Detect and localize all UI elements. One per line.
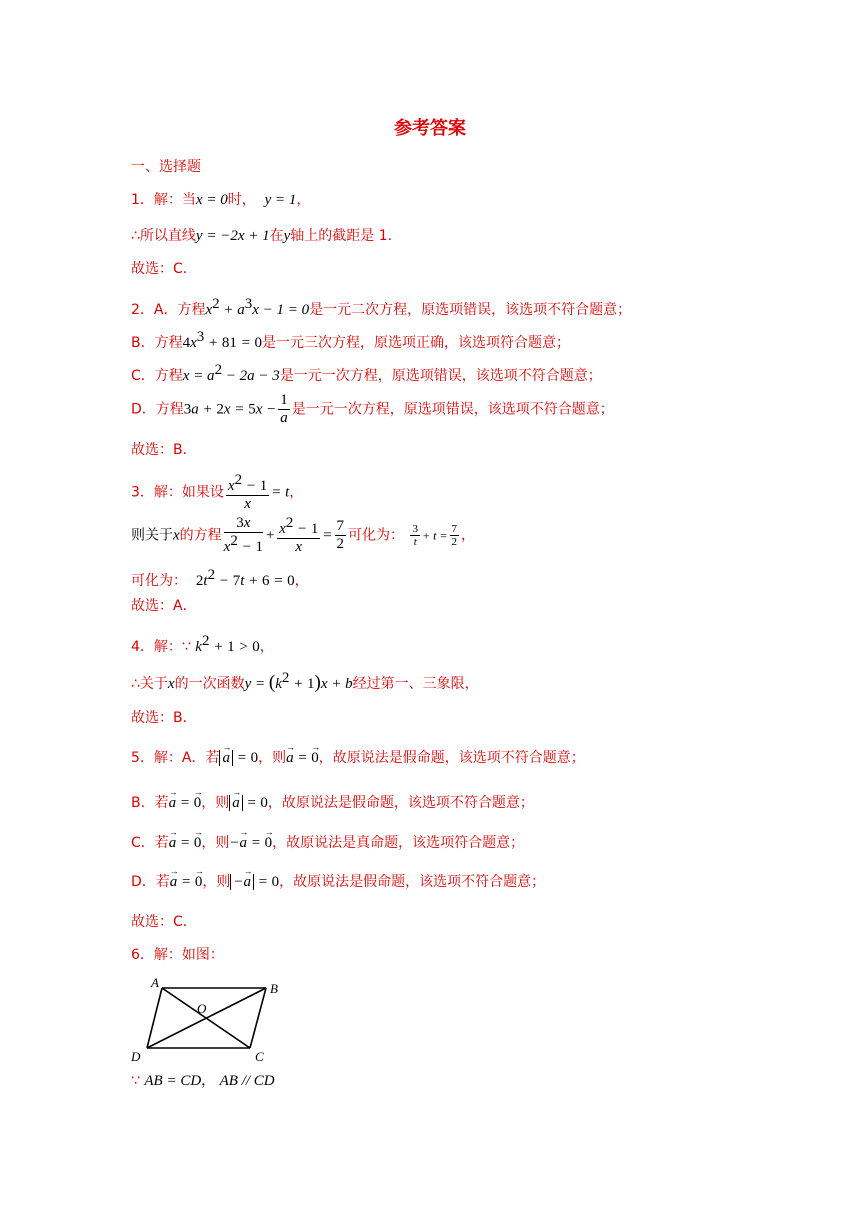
q3-line3: 可化为： $2t^2 - 7t + 6 = 0$，	[131, 567, 309, 589]
label-o: O	[197, 1001, 207, 1016]
q1-line1: 1．解：当x = 0时， y = 1，	[131, 192, 311, 208]
label-d: D	[131, 1049, 141, 1064]
q2-answer: 故选：B．	[131, 442, 197, 458]
section-heading: 一、选择题	[131, 159, 201, 175]
q6-line2: ∵ AB = CD， AB // CD	[131, 1073, 275, 1089]
q2-option-c: C．方程$x = a^2 - 2a - 3$是一元一次方程，原选项错误，该选项不符合题意；	[131, 362, 602, 384]
q2-option-d: D．方程3a + 2x = 5x − $\frac{1}{a}$ 是一元一次方程，原选项错误，该选项不符合题意；	[131, 392, 614, 426]
q1-line2: ∴所以直线y = −2x + 1在y轴上的截距是 1.	[131, 228, 393, 244]
q4-line2: ∴关于x的一次函数$y = (k^2 + 1)x + b$经过第一、三象限，	[131, 670, 479, 693]
diagonal-bd	[147, 988, 266, 1048]
label-b: B	[270, 981, 278, 996]
q5-option-a: 5．解：A．若→ a = 0，则→ a = → 0，故原说法是假命题，该选项不符合题意；	[131, 748, 585, 768]
label-a: A	[151, 975, 159, 990]
q6-line1: 6．解：如图：	[131, 947, 224, 963]
q4-line1: 4．解：∵ $k^2 + 1 > 0$，	[131, 633, 274, 655]
q3-line1: 3．解：如果设 $\frac{x^2 - 1}{x}$ = t，	[131, 472, 304, 512]
q2-option-a: 2．A．方程$x^2 + a^3x - 1 = 0$是一元二次方程，原选项错误，该选项不符合题意；	[131, 296, 632, 318]
label-c: C	[255, 1049, 264, 1064]
side-da	[147, 988, 162, 1048]
q5-option-b: B．若→ a = → 0，则→ a = 0，故原说法是假命题，该选项不符合题意；	[131, 793, 534, 813]
q2-option-b: B．方程$4x^3 + 81 = 0$是一元三次方程，原选项正确，该选项符合题意；	[131, 329, 571, 351]
q3-answer: 故选：A．	[131, 598, 197, 614]
page-title: 参考答案	[394, 118, 466, 139]
q3-line2: 则关于x的方程 $\frac{3x}{x^2 - 1}$ + $\frac{x^2 - 1}{x}$ = $\frac{7}{2}$ 可化为： $\frac{3}{t}$ + t = $\frac{7}{2}$ ，	[131, 515, 475, 555]
q5-option-d: D．若→ a = → 0，则 −→ a = 0，故原说法是假命题，该选项不符合题意；	[131, 872, 545, 892]
q5-answer: 故选：C．	[131, 914, 197, 930]
q1-answer: 故选：C．	[131, 261, 197, 277]
q5-option-c: C．若→ a = → 0，则−→ a = → 0，故原说法是真命题，该选项符合题意；	[131, 833, 524, 853]
side-bc	[250, 988, 266, 1048]
parallelogram-figure	[131, 973, 291, 1065]
q4-answer: 故选：B．	[131, 710, 197, 726]
